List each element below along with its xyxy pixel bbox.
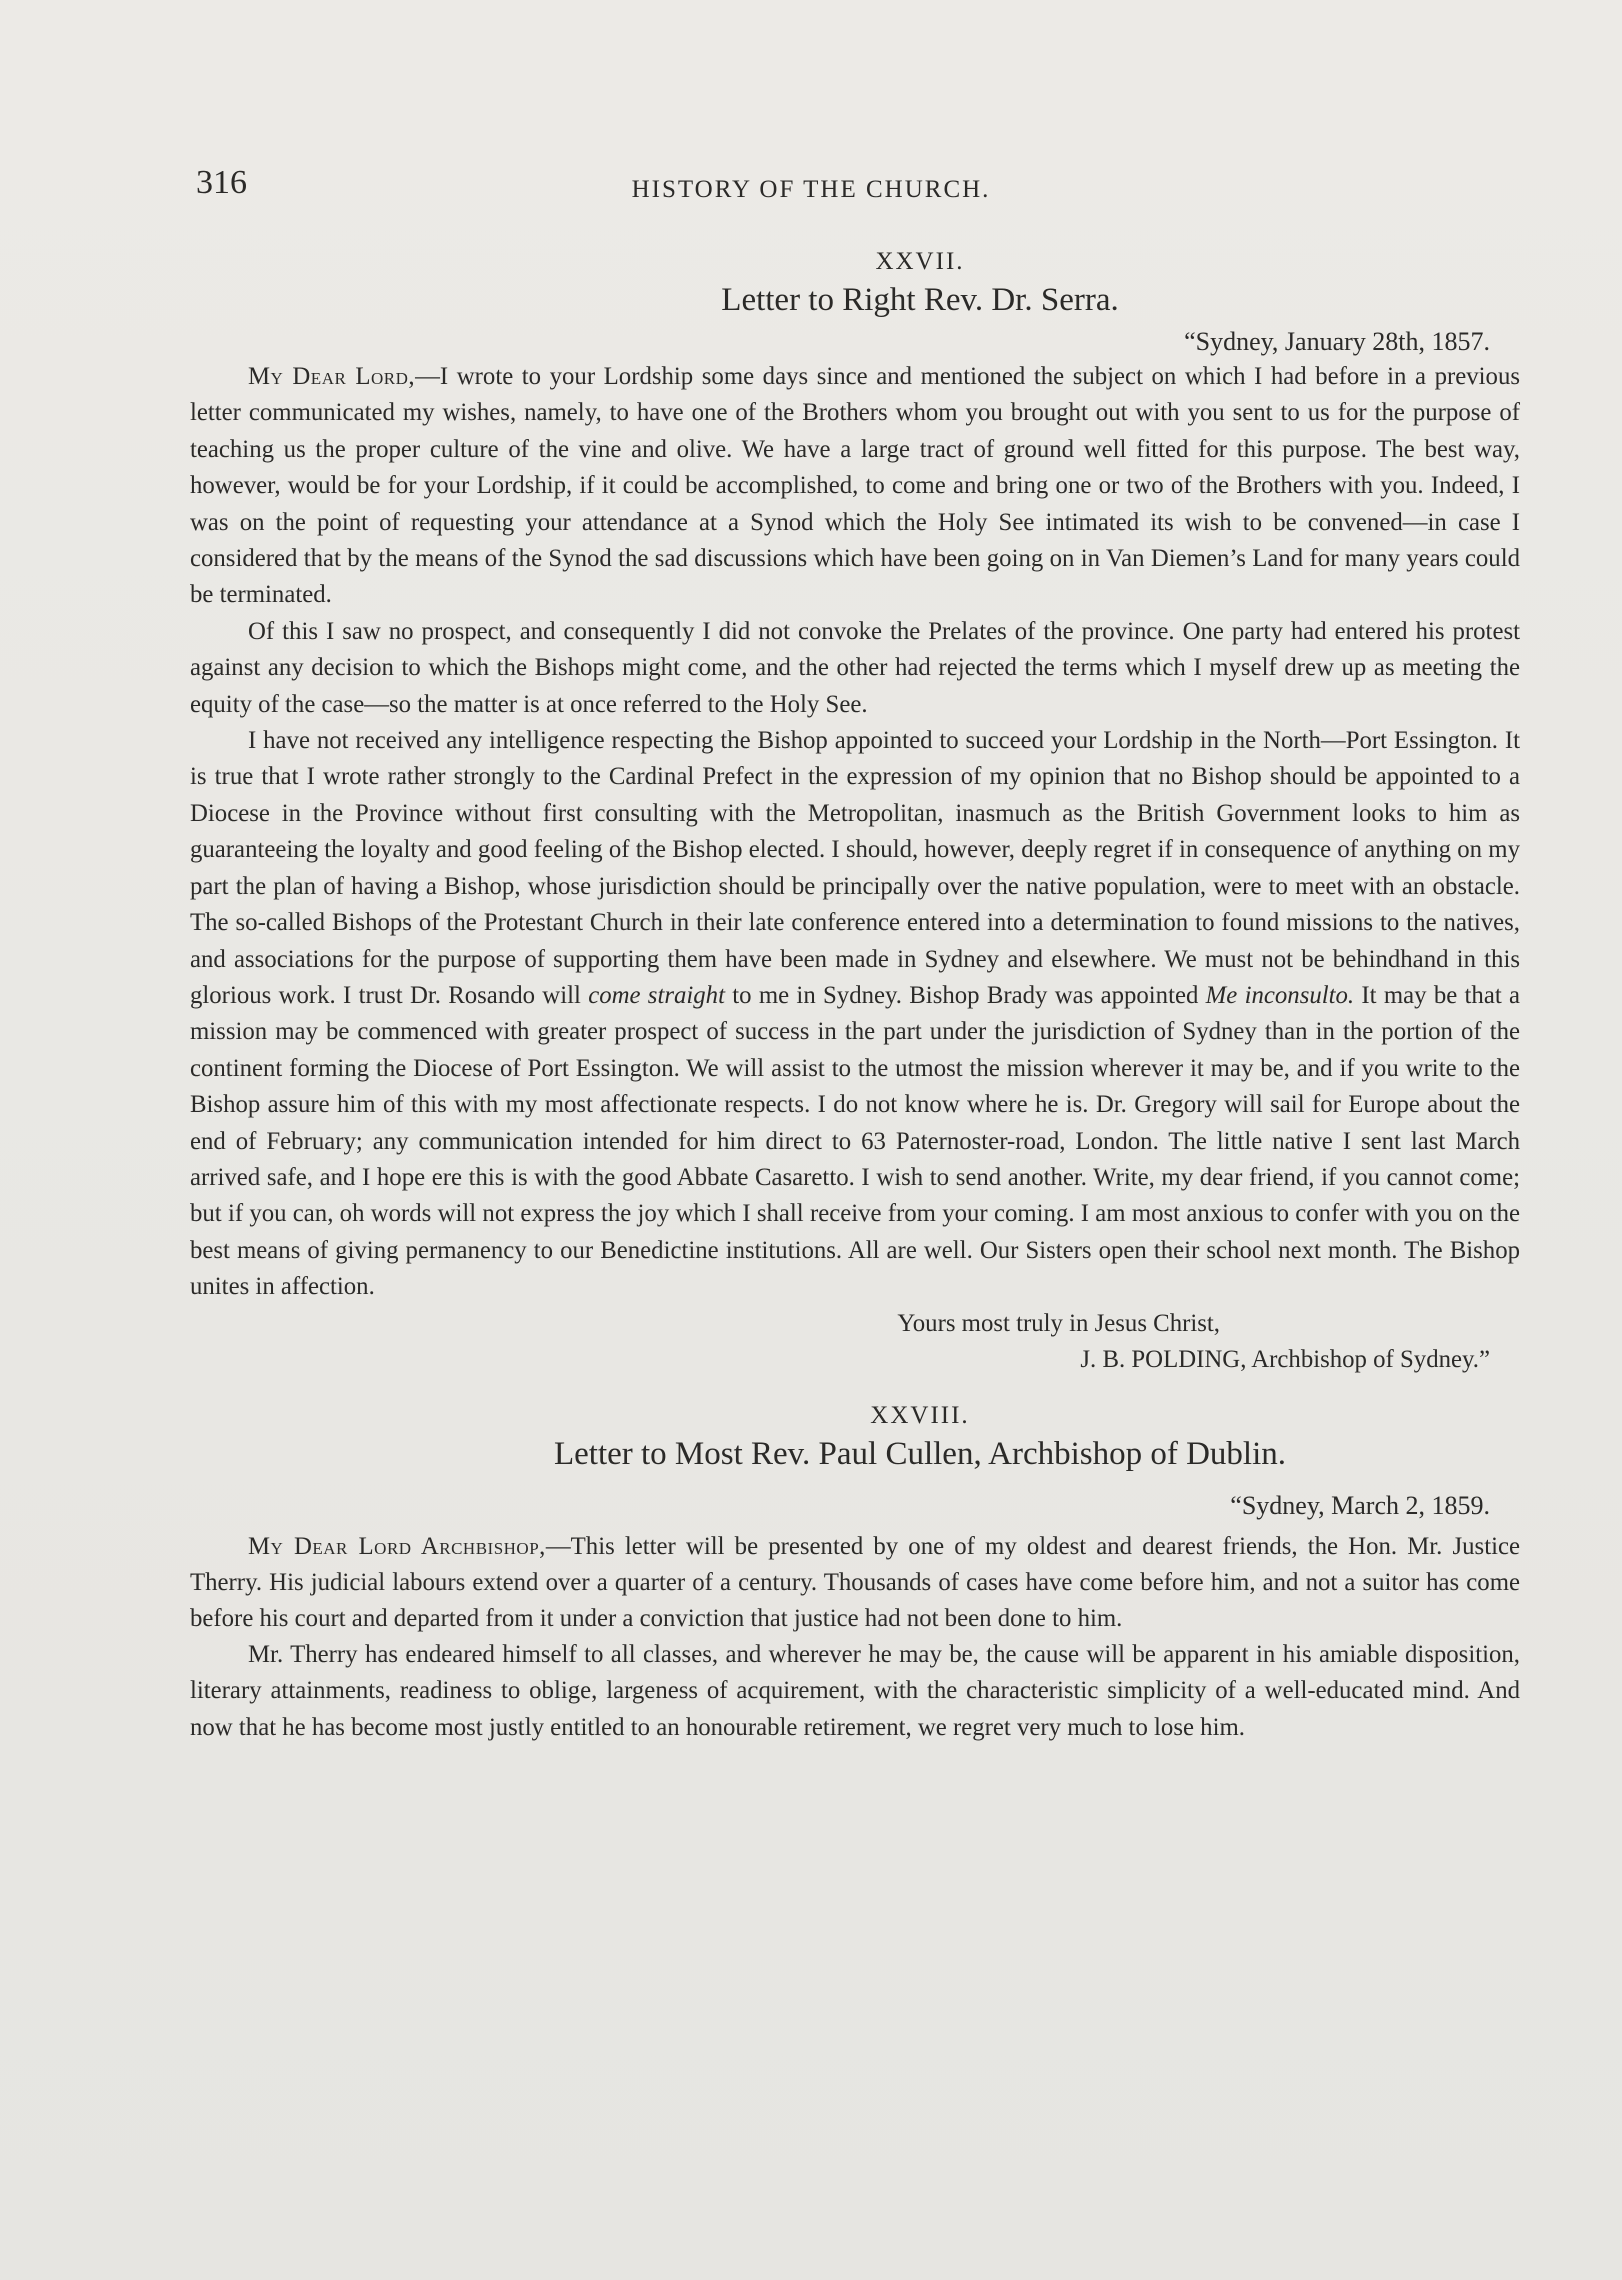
paragraph-text: It may be that a mission may be commenced with greater prospect of success in the part under the jurisdiction of Sydney than in the portion of the continent forming the Diocese of Port Essington. We will assist to the utmost the mission wherever it may be, and if you write to the Bishop assure him of this with my most affectionate respects. I do not know where he is. Dr. Gregory will sail for Europe about the end of February; any communication intended for him direct to 63 Paternoster-road, London. The little native I sent last March arrived safe, and I hope ere this is with the good Abbate Casaretto. I wish to send another. Write, my dear friend, if you cannot come; but if you can, oh words will not express the joy which I shall receive from your coming. I am most anxious to confer with you on the best means of giving permanency to our Benedictine institutions. All are well. Our Sisters open their school next month. The Bishop unites in affection.: [190, 981, 1521, 1301]
paragraph: [190, 359, 1520, 614]
paragraph: Of this I saw no prospect, and consequently I did not convoke the Prelates of the province. One party had entered his protest against any decision to which the Bishops might come, and the other had rejected the terms which I myself drew up as meeting the equity of the case—so the matter is at once referred to the Holy See.: [190, 617, 1520, 718]
page-header: [0, 160, 1622, 210]
running-title: HISTORY OF THE CHURCH.: [631, 176, 991, 203]
section-numeral: XXVII.: [875, 248, 965, 275]
paragraph: [190, 723, 1520, 1306]
letter-xxviii: [190, 1402, 1520, 1746]
section-numeral: XXVIII.: [870, 1401, 970, 1429]
emphasis-text: Me inconsulto.: [1205, 981, 1355, 1009]
paragraph-text: to me in Sydney. Bishop Brady was appointed: [732, 981, 1199, 1009]
page-body: [190, 248, 1520, 1746]
letter-xxvii: [190, 248, 1520, 1378]
emphasis-text: come straight: [588, 981, 725, 1009]
page-number: 316: [196, 164, 247, 201]
letter-title: Letter to Right Rev. Dr. Serra.: [721, 282, 1119, 318]
letter-signature: J. B. POLDING, Archbishop of Sydney.”: [1080, 1345, 1490, 1373]
paragraph-text: I have not received any intelligence respecting the Bishop appointed to succeed your Lordship in the North—Port Essington. It is true that I wrote rather strongly to the Cardinal Prefect in the expression of my opinion that no Bishop should be appointed to a Diocese in the Province without first consulting with the Metropolitan, inasmuch as the British Government looks to him as guaranteeing the loyalty and good feeling of the Bishop elected. I should, however, deeply regret if in consequence of anything on my part the plan of having a Bishop, whose jurisdiction should be principally over the native population, were to meet with an obstacle. The so-called Bishops of the Protestant Church in their late conference entered into a determination to found missions to the natives, and associations for the purpose of supporting them have been made in Sydney and elsewhere. We must not be behindhand in this glorious work. I trust Dr. Rosando will: [190, 727, 1520, 1009]
letter-dateline: “Sydney, March 2, 1859.: [1230, 1490, 1490, 1520]
letter-title: Letter to Most Rev. Paul Cullen, Archbishop of Dublin.: [553, 1435, 1287, 1472]
paragraph-text: —I wrote to your Lordship some days since and mentioned the subject on which I had before in a previous letter communicated my wishes, namely, to have one of the Brothers whom you brought out with you sent to us for the purpose of teaching us the proper culture of the vine and olive. We have a large tract of ground well fitted for this purpose. The best way, however, would be for your Lordship, if it could be accomplished, to come and bring one or two of the Brothers with you. Indeed, I was on the point of requesting your attendance at a Synod which the Holy See intimated its wish to be convened—in case I considered that by the means of the Synod the sad discussions which have been going on in Van Diemen’s Land for many years could be terminated.: [190, 363, 1520, 609]
letter-dateline: “Sydney, January 28th, 1857.: [1184, 327, 1490, 356]
paragraph: [190, 1529, 1520, 1638]
letter-closing: Yours most truly in Jesus Christ,: [897, 1309, 1220, 1337]
paragraph: Mr. Therry has endeared himself to all classes, and wherever he may be, the cause will be apparent in his amiable disposition, literary attainments, readiness to oblige, largeness of acquirement, with the characteristic simplicity of a well-educated mind. And now that he has become most justly entitled to an honourable retirement, we regret very much to lose him.: [190, 1641, 1520, 1741]
paragraph-text: —This letter will be presented by one of my oldest and dearest friends, the Hon. Mr. Justice Therry. His judicial labours extend over a quarter of a century. Thousands of cases have come before him, and not a suitor has come before his court and departed from it under a conviction that justice had not been done to him.: [190, 1532, 1520, 1632]
salutation: My Dear Lord Archbishop,: [248, 1532, 546, 1560]
salutation: My Dear Lord,: [248, 363, 416, 390]
